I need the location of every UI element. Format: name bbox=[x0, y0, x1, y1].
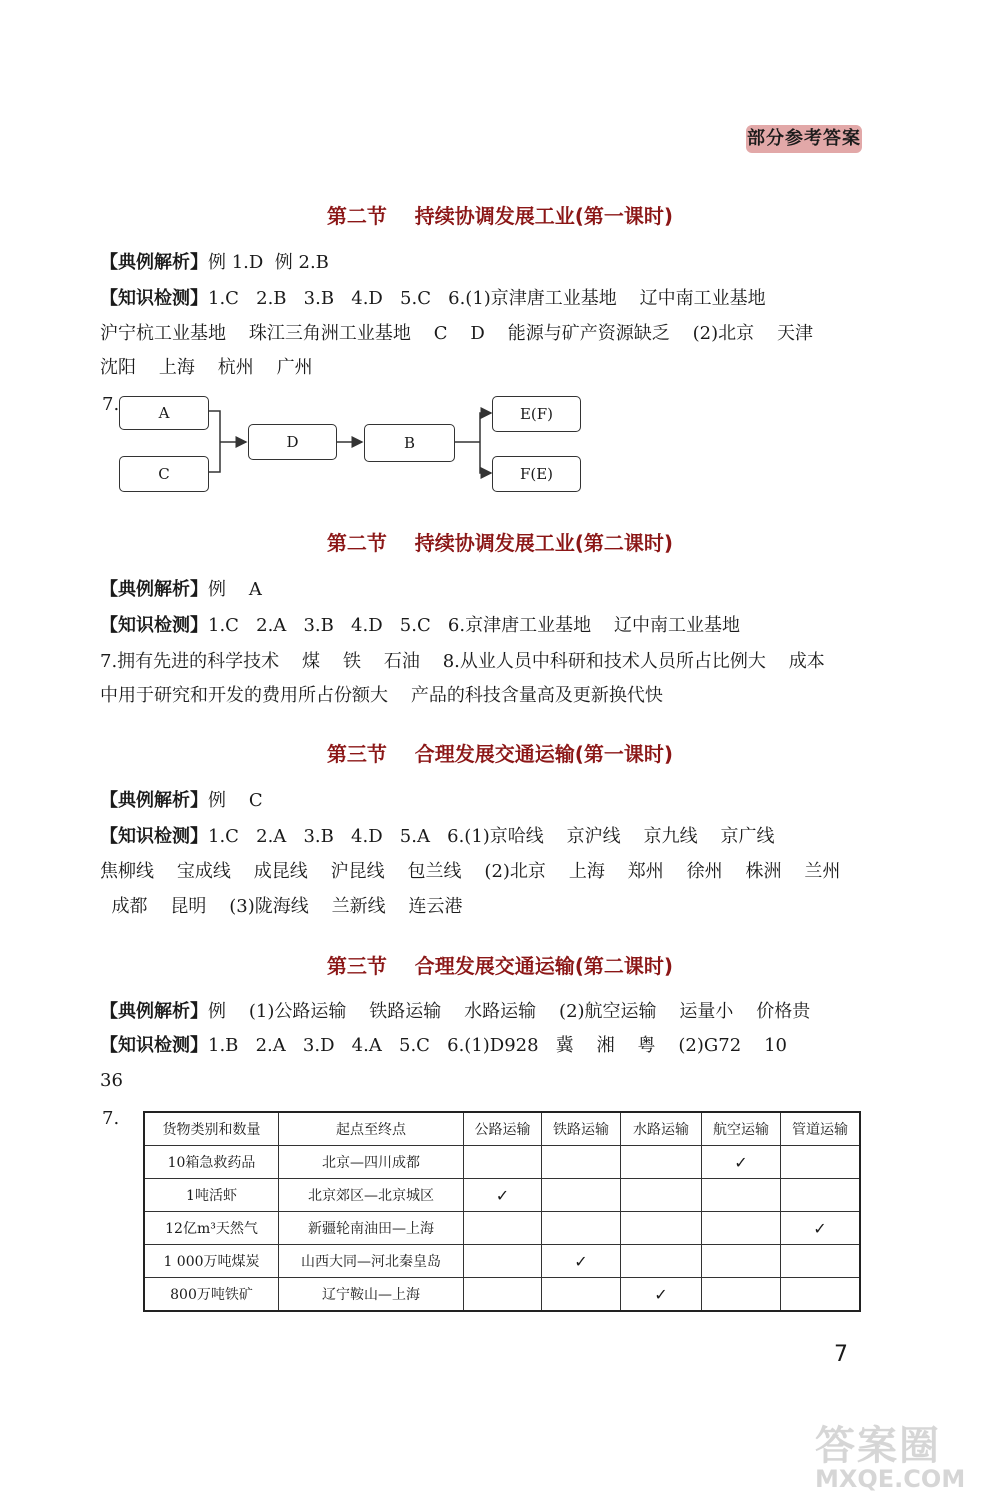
table-header: 公路运输 bbox=[464, 1112, 542, 1146]
check-cell bbox=[542, 1179, 621, 1212]
check-cell bbox=[781, 1278, 861, 1312]
line-label: 【知识检测】 bbox=[100, 615, 208, 636]
cargo-cell: 1 000万吨煤炭 bbox=[144, 1245, 279, 1278]
check-cell bbox=[702, 1278, 781, 1312]
check-cell bbox=[781, 1146, 861, 1179]
section-title: 第三节 合理发展交通运输(第一课时) bbox=[326, 742, 674, 766]
answer-line bbox=[100, 860, 840, 884]
cargo-cell: 12亿m³天然气 bbox=[144, 1212, 279, 1245]
table-header: 起点至终点 bbox=[279, 1112, 464, 1146]
answer-line bbox=[100, 614, 740, 638]
cargo-cell: 1吨活虾 bbox=[144, 1179, 279, 1212]
check-cell bbox=[621, 1245, 702, 1278]
line-text: 1.C 2.A 3.B 4.D 5.C 6.京津唐工业基地 辽中南工业基地 bbox=[208, 615, 740, 636]
line-text: 中用于研究和开发的费用所占份额大 产品的科技含量高及更新换代快 bbox=[100, 685, 663, 706]
answer-line bbox=[100, 578, 262, 602]
line-label: 【知识检测】 bbox=[100, 826, 208, 847]
watermark-text: 答案圈 bbox=[815, 1423, 941, 1469]
answer-line bbox=[100, 789, 263, 813]
check-cell: ✓ bbox=[702, 1146, 781, 1179]
table-header: 水路运输 bbox=[621, 1112, 702, 1146]
check-cell bbox=[464, 1278, 542, 1312]
node-a: A bbox=[119, 396, 209, 430]
check-cell: ✓ bbox=[781, 1212, 861, 1245]
answer-line bbox=[100, 1034, 787, 1058]
table-number: 7. bbox=[102, 1108, 120, 1129]
line-label: 【典例解析】 bbox=[100, 579, 208, 600]
check-cell bbox=[702, 1245, 781, 1278]
check-cell bbox=[702, 1212, 781, 1245]
check-cell bbox=[542, 1278, 621, 1312]
line-text: 沈阳 上海 杭州 广州 bbox=[100, 357, 313, 378]
section-title: 第二节 持续协调发展工业(第一课时) bbox=[326, 204, 674, 228]
watermark-url: MXQE.COM bbox=[815, 1465, 966, 1493]
line-label: 【知识检测】 bbox=[100, 1035, 208, 1056]
table-header: 航空运输 bbox=[702, 1112, 781, 1146]
section-title: 第三节 合理发展交通运输(第二课时) bbox=[326, 954, 674, 978]
line-text: 例 (1)公路运输 铁路运输 水路运输 (2)航空运输 运量小 价格贵 bbox=[208, 1001, 811, 1022]
line-text: 例 1.D 例 2.B bbox=[208, 252, 329, 273]
line-text: 成都 昆明 (3)陇海线 兰新线 连云港 bbox=[100, 896, 463, 917]
answer-line bbox=[100, 650, 825, 674]
check-cell bbox=[621, 1179, 702, 1212]
table-row bbox=[144, 1245, 860, 1278]
table-row bbox=[144, 1179, 860, 1212]
node-ef: E(F) bbox=[492, 396, 581, 432]
check-cell bbox=[702, 1179, 781, 1212]
answer-key-badge: 部分参考答案 bbox=[746, 125, 862, 153]
table-header: 管道运输 bbox=[781, 1112, 861, 1146]
route-cell: 新疆轮南油田—上海 bbox=[279, 1212, 464, 1245]
table-row bbox=[144, 1278, 860, 1312]
check-cell: ✓ bbox=[542, 1245, 621, 1278]
line-text: 1.C 2.B 3.B 4.D 5.C 6.(1)京津唐工业基地 辽中南工业基地 bbox=[208, 288, 766, 309]
route-cell: 北京郊区—北京城区 bbox=[279, 1179, 464, 1212]
line-label: 【典例解析】 bbox=[100, 252, 208, 273]
line-text: 1.B 2.A 3.D 4.A 5.C 6.(1)D928 冀 湘 粤 (2)G72 10 bbox=[208, 1035, 787, 1056]
line-text: 7.拥有先进的科学技术 煤 铁 石油 8.从业人员中科研和技术人员所占比例大 成本 bbox=[100, 651, 825, 672]
line-text: 36 bbox=[100, 1070, 123, 1091]
line-text: 焦柳线 宝成线 成昆线 沪昆线 包兰线 (2)北京 上海 郑州 徐州 株洲 兰州 bbox=[100, 861, 841, 882]
answer-line bbox=[100, 825, 774, 849]
check-cell: ✓ bbox=[621, 1278, 702, 1312]
answer-line bbox=[100, 1069, 123, 1093]
line-text: 例 C bbox=[208, 790, 263, 811]
arrow-line bbox=[480, 413, 491, 442]
table-header: 铁路运输 bbox=[542, 1112, 621, 1146]
table-row bbox=[144, 1212, 860, 1245]
answer-line bbox=[100, 287, 766, 311]
line-text: 沪宁杭工业基地 珠江三角洲工业基地 C D 能源与矿产资源缺乏 (2)北京 天津 bbox=[100, 323, 814, 344]
answer-line bbox=[100, 251, 329, 275]
answer-line bbox=[100, 1000, 810, 1024]
connector-line bbox=[208, 411, 220, 472]
page-number: 7 bbox=[834, 1342, 848, 1367]
node-fe: F(E) bbox=[492, 456, 581, 492]
check-cell bbox=[464, 1146, 542, 1179]
answer-line bbox=[100, 356, 313, 380]
node-c: C bbox=[119, 456, 209, 492]
section-title: 第二节 持续协调发展工业(第二课时) bbox=[326, 531, 674, 555]
transport-table bbox=[143, 1111, 861, 1312]
check-cell bbox=[542, 1146, 621, 1179]
node-b: B bbox=[364, 424, 455, 462]
route-cell: 辽宁鞍山—上海 bbox=[279, 1278, 464, 1312]
cargo-cell: 800万吨铁矿 bbox=[144, 1278, 279, 1312]
check-cell bbox=[542, 1212, 621, 1245]
answer-line bbox=[100, 895, 463, 919]
diagram-number: 7. bbox=[102, 394, 120, 415]
cargo-cell: 10箱急救药品 bbox=[144, 1146, 279, 1179]
route-cell: 山西大同—河北秦皇岛 bbox=[279, 1245, 464, 1278]
check-cell bbox=[464, 1245, 542, 1278]
line-label: 【知识检测】 bbox=[100, 288, 208, 309]
table-row bbox=[144, 1146, 860, 1179]
arrow-line bbox=[480, 442, 491, 473]
check-cell bbox=[781, 1245, 861, 1278]
check-cell: ✓ bbox=[464, 1179, 542, 1212]
check-cell bbox=[464, 1212, 542, 1245]
node-d: D bbox=[248, 424, 337, 460]
line-label: 【典例解析】 bbox=[100, 790, 208, 811]
check-cell bbox=[621, 1212, 702, 1245]
check-cell bbox=[781, 1179, 861, 1212]
check-cell bbox=[621, 1146, 702, 1179]
table-header: 货物类别和数量 bbox=[144, 1112, 279, 1146]
watermark-logo bbox=[815, 1414, 990, 1493]
line-label: 【典例解析】 bbox=[100, 1001, 208, 1022]
line-text: 例 A bbox=[208, 579, 262, 600]
route-cell: 北京—四川成都 bbox=[279, 1146, 464, 1179]
table-header-row bbox=[144, 1112, 860, 1146]
answer-line bbox=[100, 322, 813, 346]
line-text: 1.C 2.A 3.B 4.D 5.A 6.(1)京哈线 京沪线 京九线 京广线 bbox=[208, 826, 775, 847]
answer-line bbox=[100, 684, 663, 708]
